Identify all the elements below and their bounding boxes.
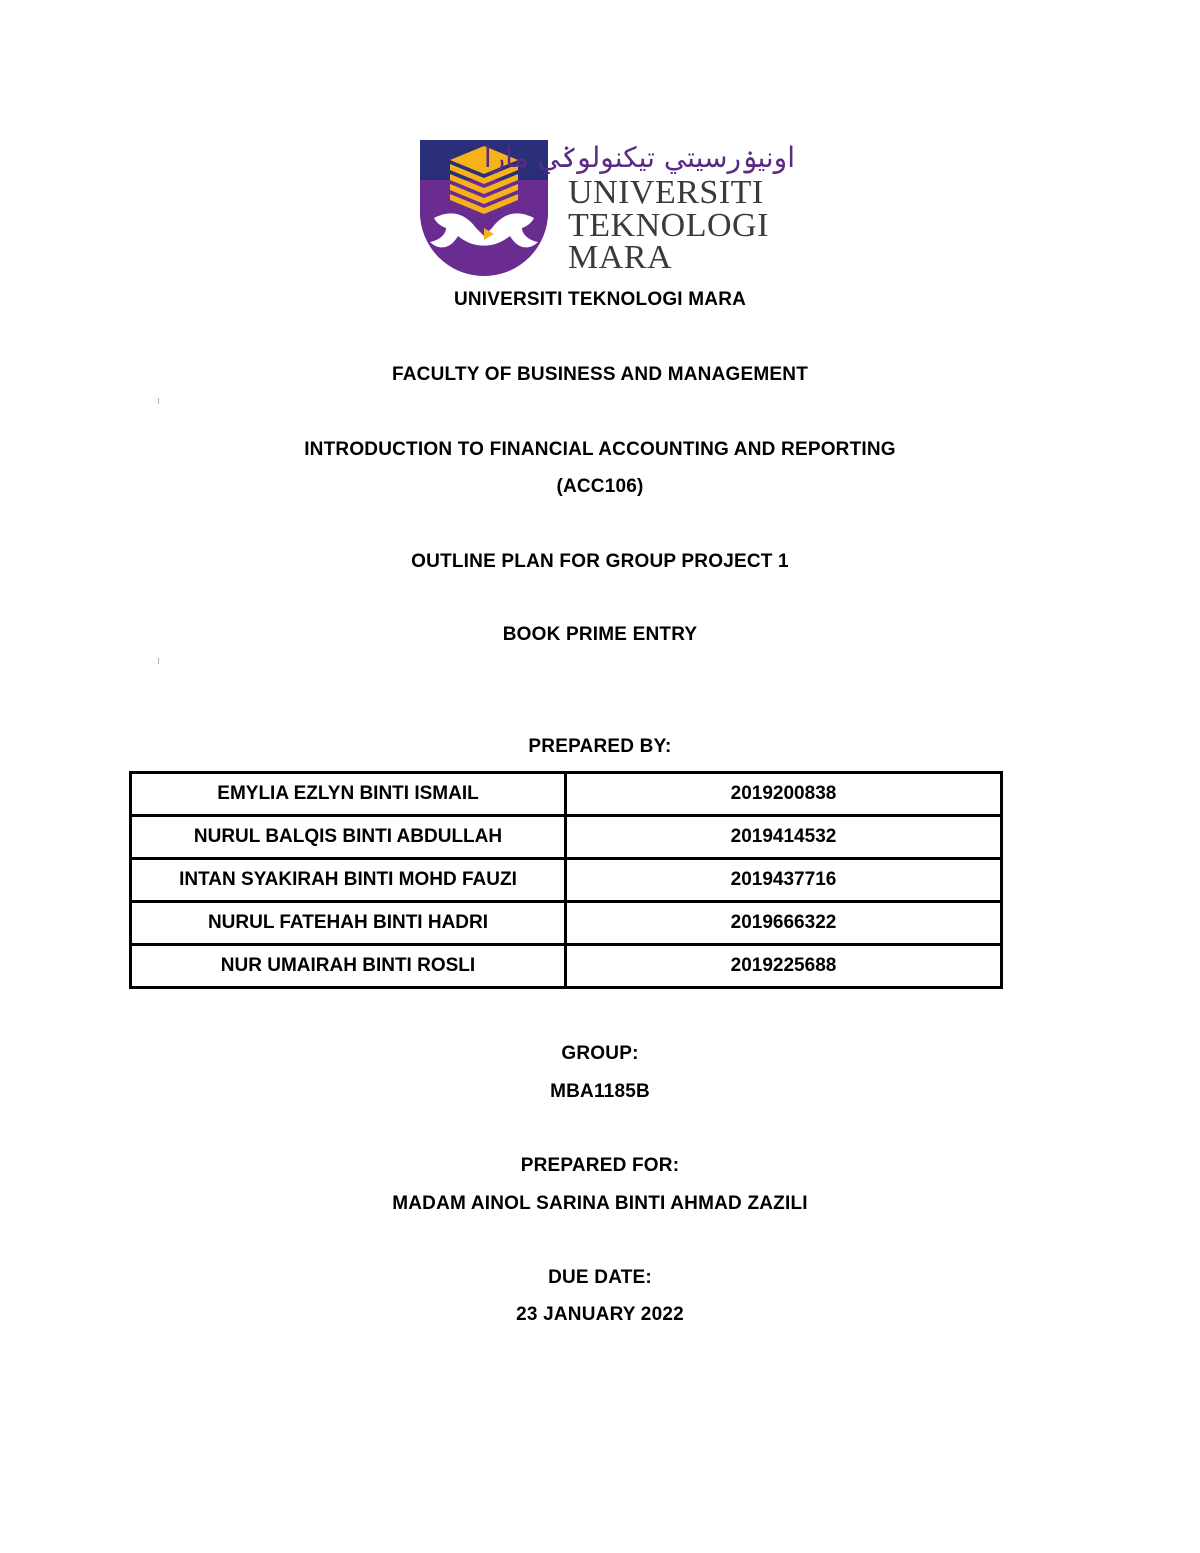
logo-word-universiti: UNIVERSITI <box>568 174 764 211</box>
prepared-for-label: PREPARED FOR: <box>520 1155 680 1176</box>
due-date-label: DUE DATE: <box>548 1267 652 1288</box>
member-name: EMYLIA EZLYN BINTI ISMAIL <box>131 773 566 816</box>
course-title: INTRODUCTION TO FINANCIAL ACCOUNTING AND REPORTING <box>304 439 896 460</box>
tick-mark <box>158 658 159 664</box>
university-name: UNIVERSITI TEKNOLOGI MARA <box>453 289 747 310</box>
topic-title: BOOK PRIME ENTRY <box>502 624 698 645</box>
table-row <box>131 859 1002 902</box>
members-table <box>129 771 1003 989</box>
member-name: NURUL FATEHAH BINTI HADRI <box>131 902 566 945</box>
logo-word-teknologi: TEKNOLOGI <box>568 207 769 244</box>
member-id: 2019666322 <box>566 902 1002 945</box>
member-id: 2019200838 <box>566 773 1002 816</box>
table-row <box>131 816 1002 859</box>
prepared-by-label: PREPARED BY: <box>528 736 672 757</box>
due-date-value: 23 JANUARY 2022 <box>516 1304 684 1325</box>
member-id: 2019437716 <box>566 859 1002 902</box>
member-name: NURUL BALQIS BINTI ABDULLAH <box>131 816 566 859</box>
member-id: 2019225688 <box>566 945 1002 988</box>
table-row <box>131 902 1002 945</box>
logo-jawi-text: اونيۏرسيتي تيكنولوݢي مارا <box>483 141 795 174</box>
member-name: INTAN SYAKIRAH BINTI MOHD FAUZI <box>131 859 566 902</box>
faculty-name: FACULTY OF BUSINESS AND MANAGEMENT <box>391 364 808 385</box>
tick-mark <box>158 398 159 404</box>
project-title: OUTLINE PLAN FOR GROUP PROJECT 1 <box>411 551 789 572</box>
prepared-for-value: MADAM AINOL SARINA BINTI AHMAD ZAZILI <box>392 1193 808 1214</box>
uitm-logo <box>420 140 800 280</box>
table-row <box>131 773 1002 816</box>
group-label: GROUP: <box>561 1043 639 1064</box>
member-name: NUR UMAIRAH BINTI ROSLI <box>131 945 566 988</box>
course-code: (ACC106) <box>556 476 644 497</box>
member-id: 2019414532 <box>566 816 1002 859</box>
group-value: MBA1185B <box>550 1081 650 1102</box>
table-row <box>131 945 1002 988</box>
logo-word-mara: MARA <box>568 239 673 276</box>
